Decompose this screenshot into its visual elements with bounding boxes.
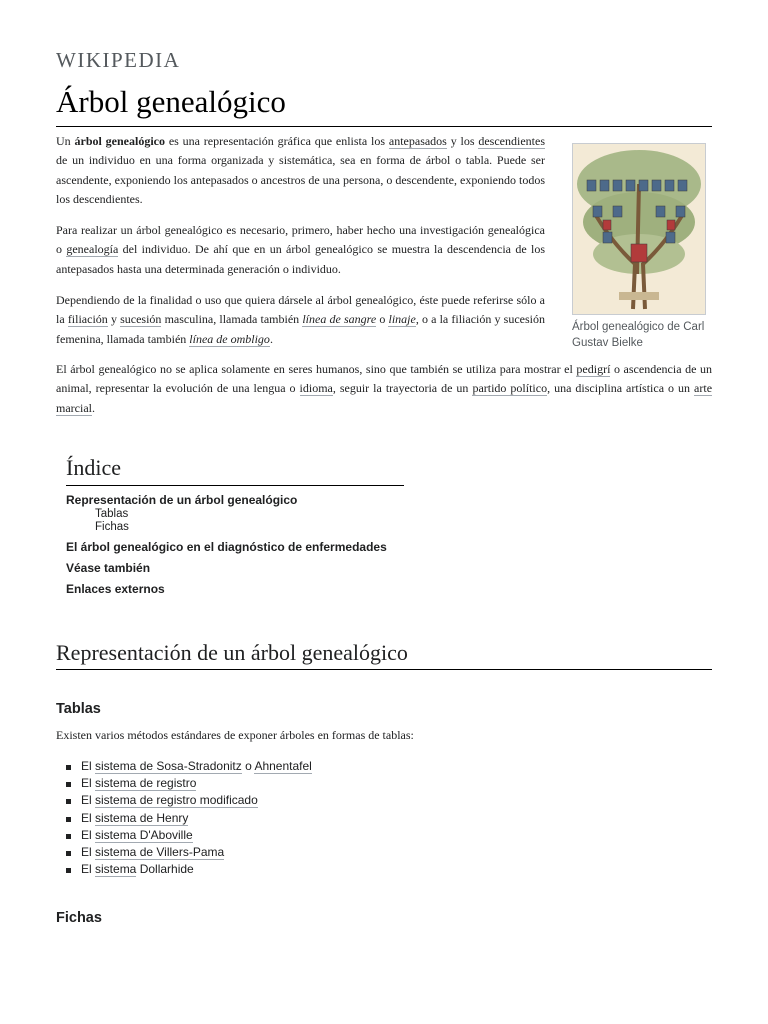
table-methods-list (63, 758, 312, 878)
link-sistema-henry[interactable]: sistema de Henry (95, 810, 189, 825)
list-item: El sistema Dollarhide (63, 861, 312, 878)
link-filiacion[interactable]: filiación (67, 312, 108, 327)
link-villers-pama[interactable]: sistema de Villers-Pama (95, 844, 225, 859)
link-sistema-daboville[interactable]: sistema D'Aboville (95, 827, 193, 842)
link-sistema[interactable]: sistema (95, 862, 137, 877)
link-pedigri[interactable]: pedigrí (576, 362, 611, 376)
link-registro-modificado[interactable]: sistema de registro modificado (95, 793, 258, 808)
link-sosa-stradonitz[interactable]: sistema de Sosa-Stradonitz (95, 759, 242, 773)
link-linaje[interactable]: linaje (388, 312, 416, 327)
toc-item-fichas[interactable]: Fichas (95, 521, 129, 533)
toc-title: Índice (66, 455, 404, 486)
toc-item-vease-tambien[interactable]: Véase también (66, 561, 151, 575)
title-rule (56, 126, 712, 127)
list-item: El sistema D'Aboville (63, 827, 312, 844)
list-item: El sistema de registro modificado (63, 792, 312, 809)
figure-caption: Árbol genealógico de Carl Gustav Bielke (572, 321, 705, 349)
link-antepasados[interactable]: antepasados (388, 134, 447, 148)
list-item: El sistema de Villers-Pama (63, 844, 312, 861)
toc-item-diagnostico[interactable]: El árbol genealógico en el diagnóstico de enfermedades (66, 540, 387, 554)
list-item: El sistema de Henry (63, 810, 312, 827)
link-genealogia[interactable]: genealogía (66, 242, 119, 257)
link-partido-politico[interactable]: partido político (472, 381, 548, 396)
link-descendientes[interactable]: descendientes (478, 134, 545, 148)
table-of-contents (66, 455, 404, 596)
page-title: Árbol genealógico (56, 84, 286, 119)
link-linea-de-ombligo[interactable]: línea de ombligo (189, 331, 270, 346)
toc-item-representacion[interactable]: Representación de un árbol genealógico (66, 493, 298, 507)
section-heading-representacion: Representación de un árbol genealógico (56, 640, 408, 665)
link-arte-marcial[interactable]: arte marcial (56, 381, 713, 415)
toc-item-tablas[interactable]: Tablas (95, 508, 129, 520)
intro-paragraph-4: El árbol genealógico no se aplica solamente en seres humanos, sino que también se utiliza para mostrar el pedigrí o ascendencia de un animal, representar la evolución de una lengua o idioma, seguir la trayectoria de un partido político, una disciplina artística o un arte marcial. (56, 362, 713, 415)
intro-paragraph-3: Dependiendo de la finalidad o uso que quiera dársele al árbol genealógico, éste puede referirse sólo a la filiación y sucesión masculina, llamada también línea de sangre o linaje, o a la filiación y sucesión femenina, llamada también línea de ombligo. (56, 293, 546, 346)
family-tree-figure (572, 143, 706, 351)
link-ahnentafel[interactable]: Ahnentafel (254, 759, 312, 773)
tables-intro-text: Existen varios métodos estándares de exponer árboles en formas de tablas: (56, 728, 414, 742)
section-rule (56, 669, 712, 670)
subsection-heading-fichas: Fichas (56, 910, 102, 926)
subsection-heading-tablas: Tablas (56, 701, 101, 717)
family-tree-image[interactable] (572, 143, 706, 315)
intro-paragraph-2: Para realizar un árbol genealógico es necesario, primero, haber hecho una investigación genealógica o genealogía del individuo. De ahí que en un árbol genealógico se muestra la descendencia de los antepasados hasta una determinada generación o individuo. (56, 223, 545, 276)
link-linea-de-sangre[interactable]: línea de sangre (302, 312, 377, 327)
link-idioma[interactable]: idioma (299, 381, 333, 396)
toc-item-enlaces-externos[interactable]: Enlaces externos (66, 582, 165, 596)
intro-paragraph-1: Un árbol genealógico es una representación gráfica que enlista los antepasados y los descendientes de un individuo en una forma organizada y sistemática, sea en forma de árbol o tabla. Puede ser ascendente, exponiendo los antepasados o ancestros de una persona, o descendente, exponiendo todos los descendientes. (56, 134, 545, 206)
wikipedia-wordmark[interactable]: WIKIPEDIA (56, 48, 181, 72)
list-item: El sistema de Sosa-Stradonitz o Ahnentafel (63, 758, 312, 775)
list-item: El sistema de registro (63, 775, 312, 792)
link-sucesion[interactable]: sucesión (120, 312, 162, 327)
link-sistema-de-registro[interactable]: sistema de registro (95, 776, 197, 791)
